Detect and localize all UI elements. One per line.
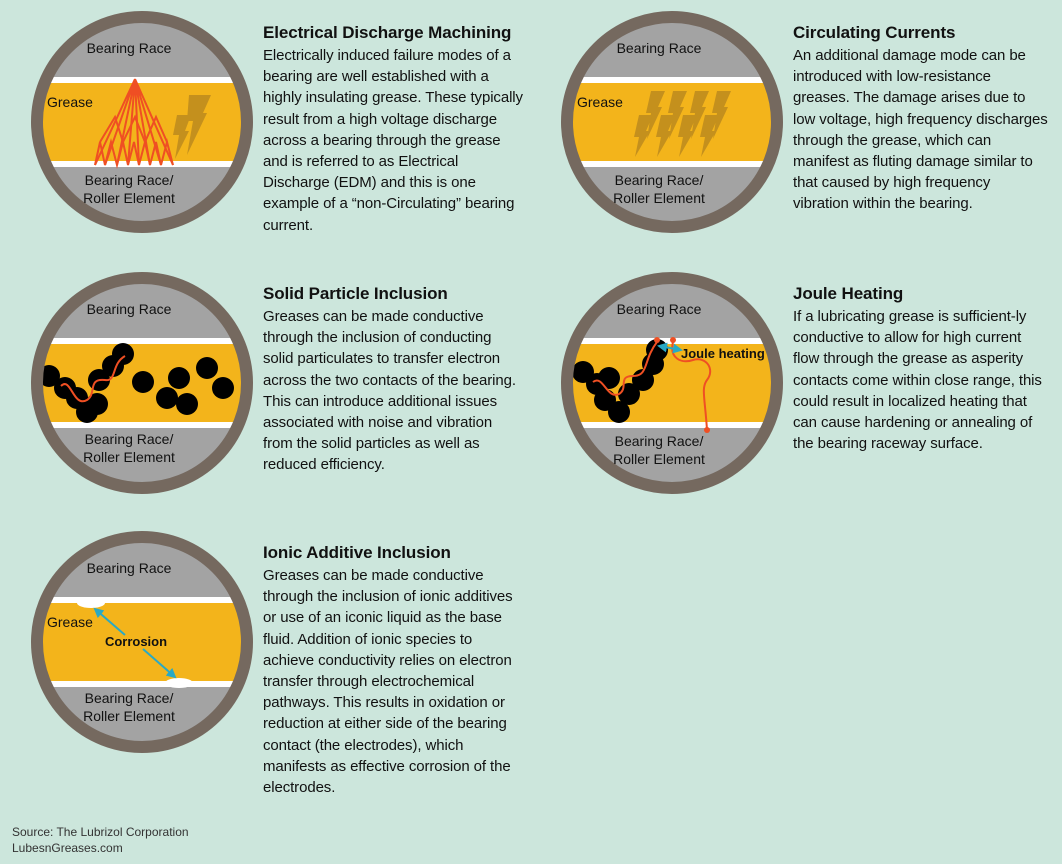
- ionic-body: Greases can be made conductive through the inclusion of ionic additives or use of an iconic liquid as the base fluid. Addition of ionic species to achieve conductivity relies on electron transfer through electrochemical pathways. This results in oxidation or reduction at either side of the bearing contact (the electrodes), which manifests as effective corrosion of the electrodes.: [263, 567, 513, 797]
- corrosion-spot-bottom: [165, 678, 193, 688]
- roller-label-line2: Roller Element: [83, 449, 175, 465]
- circulating-diagram: [557, 7, 787, 237]
- joule-title: Joule Heating: [793, 284, 904, 303]
- ionic-title: Ionic Additive Inclusion: [263, 543, 451, 562]
- circulating-text: [793, 22, 1048, 215]
- edm-diagram: [27, 7, 257, 237]
- roller-label-line1: Bearing Race/: [84, 690, 174, 706]
- joule-diagram: [557, 268, 787, 498]
- roller-label-line2: Roller Element: [83, 708, 175, 724]
- corrosion-spot-top: [77, 598, 105, 608]
- source-line: Source: The Lubrizol Corporation: [12, 825, 189, 839]
- ionic-text: [263, 542, 525, 798]
- roller-label-line2: Roller Element: [613, 190, 705, 206]
- joule-text: [793, 283, 1048, 454]
- solid-body: Greases can be made conductive through the inclusion of conducting solid particulates to transfer electron across the two contacts of the bearing. This can introduce additional issues associated with noise and vibration from the solid particles as well as reduced efficiency.: [263, 308, 516, 474]
- grease-label: Grease: [577, 94, 623, 110]
- roller-label-line1: Bearing Race/: [84, 431, 174, 447]
- solid-diagram: [27, 268, 257, 498]
- grease-label: Grease: [47, 614, 93, 630]
- edm-title: Electrical Discharge Machining: [263, 23, 512, 42]
- roller-label-line2: Roller Element: [613, 451, 705, 467]
- bearing-race-label: Bearing Race: [616, 40, 702, 56]
- roller-label-line2: Roller Element: [83, 190, 175, 206]
- solid-text: [263, 283, 525, 476]
- grease-label: Grease: [47, 94, 93, 110]
- roller-label-line1: Bearing Race/: [614, 172, 704, 188]
- solid-title: Solid Particle Inclusion: [263, 284, 448, 303]
- joule-body: If a lubricating grease is sufficient-ly conductive to allow for high current flow through the grease as asperity contacts come within close range, this could result in localized heating that can cause hardening or annealing of the bearing raceway surface.: [793, 308, 1042, 453]
- circulating-title: Circulating Currents: [793, 23, 956, 42]
- edm-body: Electrically induced failure modes of a bearing are well established with a highly insulating grease. These typically result from a high voltage discharge across a bearing through the grease and is referred to as Electrical Discharge (EDM) and this is one example of a “non-Circulating” bearing current.: [263, 47, 523, 234]
- joule-heating-label: Joule heating: [681, 346, 765, 361]
- circulating-body: An additional damage mode can be introduced with low-resistance greases. The damage arises due to low voltage, high frequency discharges through the grease, which can manifest as fluting damage similar to that caused by high frequency vibration within the bearing.: [793, 47, 1048, 213]
- bearing-race-label: Bearing Race: [86, 40, 172, 56]
- ionic-diagram: [27, 527, 257, 757]
- bearing-race-label: Bearing Race: [86, 301, 172, 317]
- roller-label-line1: Bearing Race/: [614, 433, 704, 449]
- source-credit: [12, 824, 189, 856]
- publisher-line: LubesnGreases.com: [12, 841, 123, 855]
- roller-label-line1: Bearing Race/: [84, 172, 174, 188]
- edm-text: [263, 22, 525, 236]
- bearing-race-label: Bearing Race: [86, 560, 172, 576]
- bearing-race-label: Bearing Race: [616, 301, 702, 317]
- corrosion-label: Corrosion: [104, 634, 168, 649]
